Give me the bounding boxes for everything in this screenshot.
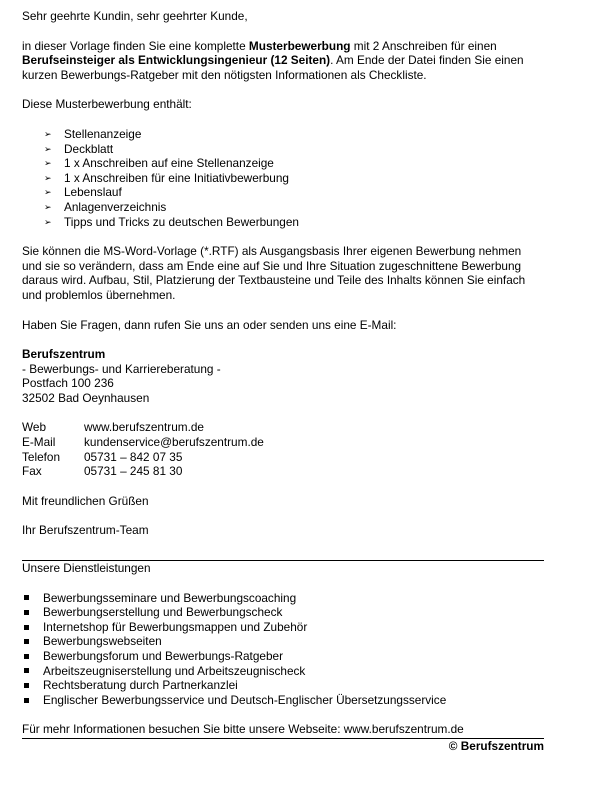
intro-paragraph xyxy=(22,39,544,83)
contact-block xyxy=(22,420,544,478)
list-item: Bewerbungsseminare und Bewerbungscoaching xyxy=(22,591,544,606)
web-link[interactable]: www.berufszentrum.de xyxy=(84,420,204,435)
contents-list xyxy=(22,127,544,229)
contact-row-web: Web www.berufszentrum.de xyxy=(22,420,204,435)
square-bullet-icon xyxy=(24,683,29,688)
arrow-bullet-icon: ➢ xyxy=(44,187,52,198)
arrow-bullet-icon: ➢ xyxy=(44,143,52,154)
list-item: Internetshop für Bewerbungsmappen und Zubehör xyxy=(22,620,544,635)
list-item: ➢ Tipps und Tricks zu deutschen Bewerbungen xyxy=(22,215,544,230)
services-heading: Unsere Dienstleistungen xyxy=(22,561,151,576)
list-item: ➢ 1 x Anschreiben auf eine Stellenanzeige xyxy=(22,156,544,171)
contact-row-email: E-Mail kundenservice@berufszentrum.de xyxy=(22,435,264,450)
address-block xyxy=(22,347,544,405)
list-item: Bewerbungswebseiten xyxy=(22,634,544,649)
list-item: Bewerbungsforum und Bewerbungs-Ratgeber xyxy=(22,649,544,664)
greeting: Sehr geehrte Kundin, sehr geehrter Kunde, xyxy=(22,9,248,23)
contents-heading: Diese Musterbewerbung enthält: xyxy=(22,97,192,112)
arrow-bullet-icon: ➢ xyxy=(44,172,52,183)
company-name: Berufszentrum xyxy=(22,347,106,362)
questions-paragraph: Haben Sie Fragen, dann rufen Sie uns an oder senden uns eine E-Mail: xyxy=(22,317,397,332)
contact-row-phone: Telefon 05731 – 842 07 35 xyxy=(22,449,183,464)
square-bullet-icon xyxy=(24,595,29,600)
arrow-bullet-icon: ➢ xyxy=(44,216,52,227)
square-bullet-icon xyxy=(24,668,29,673)
intro-text-1: in dieser Vorlage finden Sie eine komplette xyxy=(22,38,249,53)
list-item: ➢ Stellenanzeige xyxy=(22,127,544,142)
email-link[interactable]: kundenservice@berufszentrum.de xyxy=(84,435,264,450)
arrow-bullet-icon: ➢ xyxy=(44,128,52,139)
signature: Ihr Berufszentrum-Team xyxy=(22,523,149,538)
list-item: Rechtsberatung durch Partnerkanzlei xyxy=(22,678,544,693)
list-item: Arbeitszeugniserstellung und Arbeitszeugnischeck xyxy=(22,664,544,679)
intro-text-2: mit 2 Anschreiben für einen xyxy=(350,38,497,53)
intro-bold-2: Berufseinsteiger als Entwicklungsingenieur (12 Seiten) xyxy=(22,53,331,68)
square-bullet-icon xyxy=(24,639,29,644)
fax-value: 05731 – 245 81 30 xyxy=(84,464,183,479)
company-city: 32502 Bad Oeynhausen xyxy=(22,390,150,405)
contact-row-fax: Fax 05731 – 245 81 30 xyxy=(22,464,183,479)
list-item: Englischer Bewerbungsservice und Deutsch-Englischer Übersetzungsservice xyxy=(22,693,544,708)
company-tagline: - Bewerbungs- und Karriereberatung - xyxy=(22,361,221,376)
phone-value: 05731 – 842 07 35 xyxy=(84,449,183,464)
company-pobox: Postfach 100 236 xyxy=(22,376,114,391)
usage-paragraph: Sie können die MS-Word-Vorlage (*.RTF) als Ausgangsbasis Ihrer eigenen Bewerbung nehmen und sie so verändern, dass am Ende eine auf Sie und Ihre Situation zugeschnittene Bewerbung daraus wird. Aufbau, Stil, Platzierung der Textbausteine und Teile des Inhalts können Sie einfach und problemlos übernehmen. xyxy=(22,244,526,302)
intro-text-3: . Am Ende der Datei finden Sie einen kurzen Bewerbungs-Ratgeber mit den nötigsten Informationen als Checkliste. xyxy=(22,53,524,82)
square-bullet-icon xyxy=(24,654,29,659)
footer-website-note: Für mehr Informationen besuchen Sie bitte unsere Webseite: www.berufszentrum.de xyxy=(22,722,544,739)
square-bullet-icon xyxy=(24,698,29,703)
copyright: © Berufszentrum xyxy=(448,738,544,753)
list-item: Bewerbungserstellung und Bewerbungscheck xyxy=(22,605,544,620)
list-item: ➢ Lebenslauf xyxy=(22,185,544,200)
services-list xyxy=(22,591,544,708)
list-item: ➢ Anlagenverzeichnis xyxy=(22,200,544,215)
closing: Mit freundlichen Grüßen xyxy=(22,493,149,508)
list-item: ➢ 1 x Anschreiben für eine Initiativbewerbung xyxy=(22,171,544,186)
square-bullet-icon xyxy=(24,625,29,630)
document-page xyxy=(22,9,544,754)
list-item: ➢ Deckblatt xyxy=(22,142,544,157)
intro-bold-1: Musterbewerbung xyxy=(248,38,351,53)
arrow-bullet-icon: ➢ xyxy=(44,201,52,212)
square-bullet-icon xyxy=(24,610,29,615)
arrow-bullet-icon: ➢ xyxy=(44,158,52,169)
